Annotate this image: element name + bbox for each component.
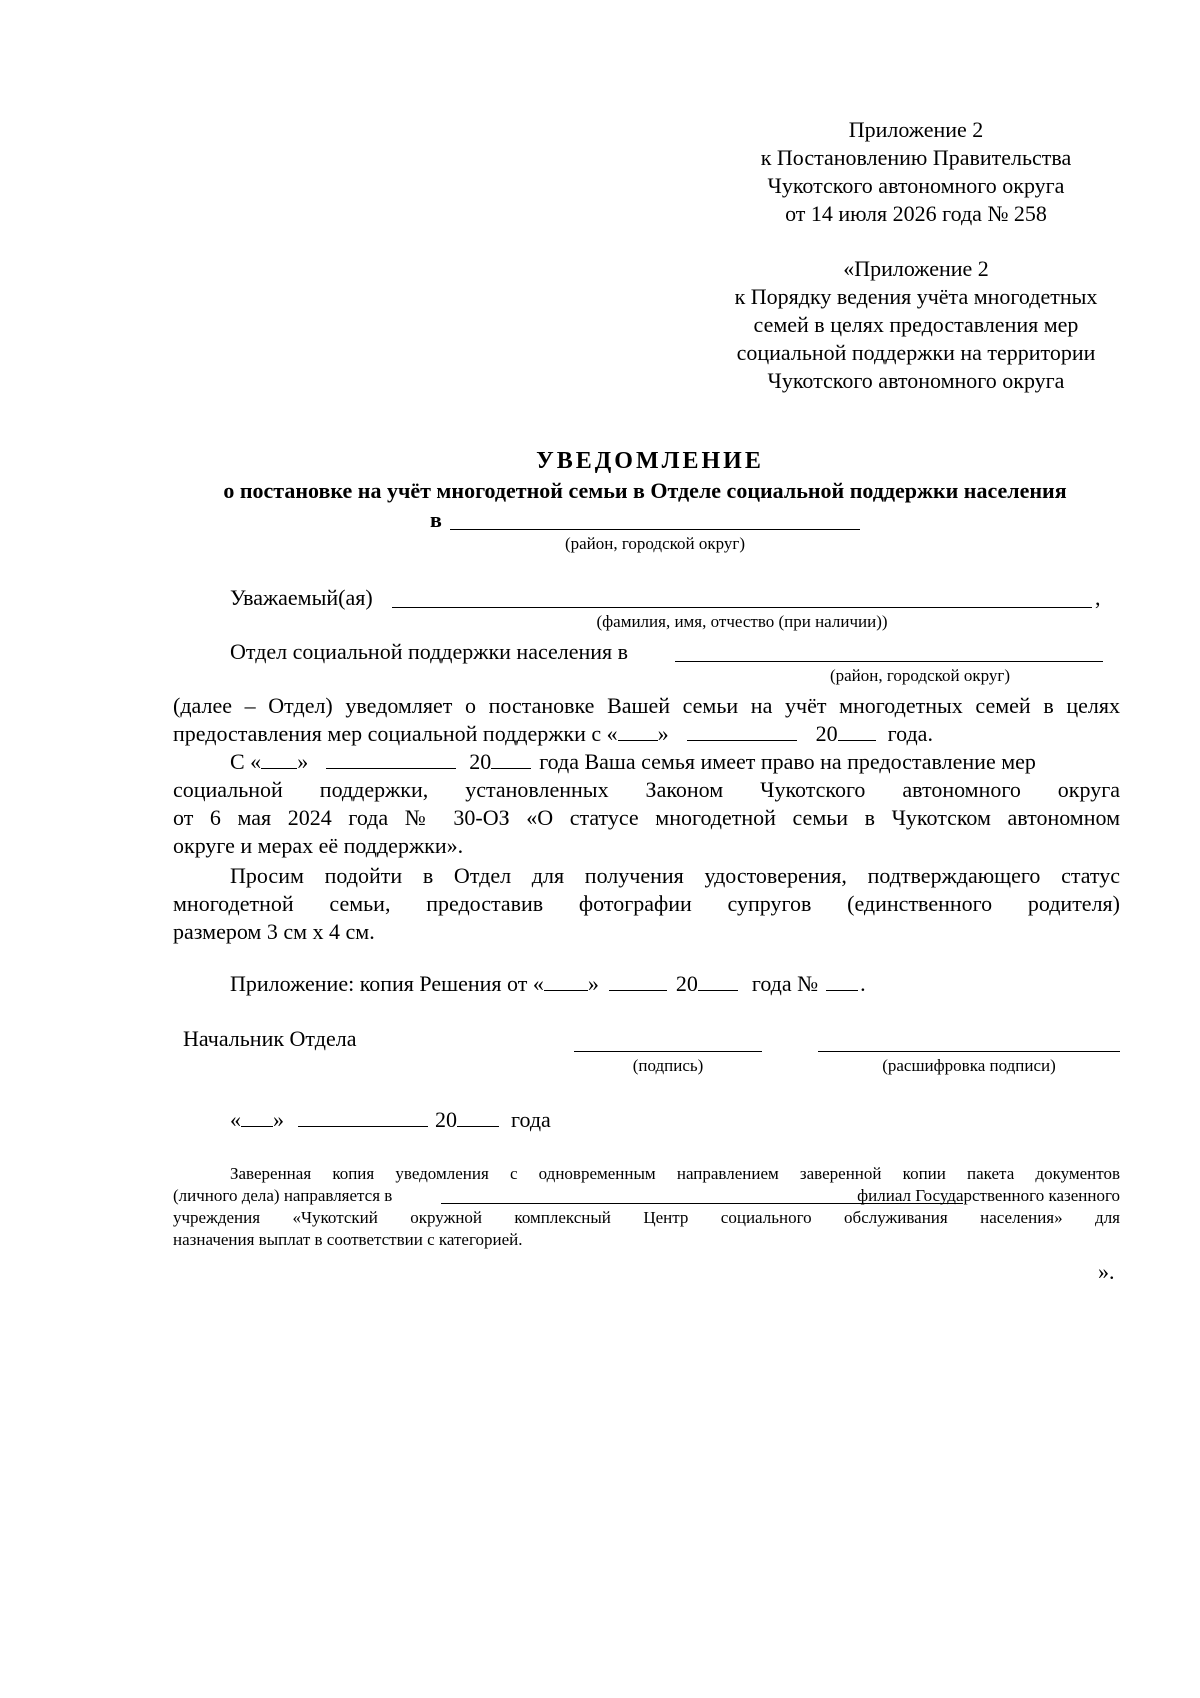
p1-year-blank <box>838 720 876 741</box>
district-blank <box>450 529 860 530</box>
p2-line1-c: 20 <box>469 749 492 774</box>
p2-line2: социальной поддержки, установленных Законом Чукотского автономного округа <box>173 777 1120 802</box>
p3-line3: размером 3 см х 4 см. <box>173 919 375 944</box>
closing-quote: ». <box>1098 1259 1115 1284</box>
header-to-decree: к Постановлению Правительства <box>760 145 1072 170</box>
district-caption: (район, городской округ) <box>564 534 746 553</box>
document-subtitle: о постановке на учёт многодетной семьи в Отделе социальной поддержки населения <box>223 478 1067 503</box>
date-a: « <box>230 1107 241 1132</box>
title-prep: в <box>430 507 442 532</box>
header2-line4: Чукотского автономного округа <box>767 368 1065 393</box>
attachment-number-blank <box>826 970 858 991</box>
note-line1: Заверенная копия уведомления с одновременным направлением заверенной копии пакета документов <box>230 1164 1120 1183</box>
note-line3: учреждения «Чукотский окружной комплексный Центр социального обслуживания населения» для <box>173 1208 1120 1227</box>
header-date-number: от 14 июля 2026 года № 258 <box>785 201 1047 226</box>
p1-line2-a: предоставления мер социальной поддержки с « <box>173 721 618 746</box>
date-c: 20 <box>435 1107 457 1132</box>
note-line2-a: (личного дела) направляется в <box>173 1186 393 1205</box>
header2-attachment: «Приложение 2 <box>843 256 989 281</box>
signature-caption: (подпись) <box>632 1056 704 1075</box>
attachment-d: года № <box>751 971 819 996</box>
p2-line3: от 6 мая 2024 года № 30-ОЗ «О статусе многодетной семьи в Чукотском автономном <box>173 805 1120 830</box>
p2-month-blank <box>326 748 456 769</box>
p2-line1-b: » <box>297 749 309 774</box>
attachment-e: . <box>860 971 866 996</box>
p1-line2-b: » <box>657 721 669 746</box>
dept-district-caption: (район, городской округ) <box>829 666 1011 685</box>
p1-line2-c: 20 <box>815 721 838 746</box>
note-line4: назначения выплат в соответствии с категорией. <box>173 1230 523 1249</box>
p2-line4: округе и мерах её поддержки». <box>173 833 464 858</box>
header-region: Чукотского автономного округа <box>767 173 1065 198</box>
p2-day-blank <box>261 748 297 769</box>
attachment-c: 20 <box>675 971 698 996</box>
attachment-month-blank <box>609 970 667 991</box>
p1-line2-d: года. <box>887 721 933 746</box>
date-day-blank <box>241 1106 273 1127</box>
head-of-department: Начальник Отдела <box>183 1026 357 1051</box>
header-attachment: Приложение 2 <box>848 117 984 142</box>
attachment-year-blank <box>698 970 738 991</box>
decode-blank <box>818 1051 1120 1052</box>
document-title: УВЕДОМЛЕНИЕ <box>536 448 764 474</box>
p2-line1 <box>230 748 1036 776</box>
decode-caption: (расшифровка подписи) <box>882 1056 1056 1075</box>
p2-line1-a: С « <box>230 749 262 774</box>
attachment-a: Приложение: копия Решения от « <box>230 971 544 996</box>
p1-line1: (далее – Отдел) уведомляет о постановке Вашей семьи на учёт многодетных семей в целях <box>173 693 1120 718</box>
fullname-blank <box>392 607 1092 608</box>
p3-line1: Просим подойти в Отдел для получения удостоверения, подтверждающего статус <box>230 863 1120 888</box>
dept-label: Отдел социальной поддержки населения в <box>230 639 629 664</box>
attachment-b: » <box>587 971 599 996</box>
greeting-label: Уважаемый(ая) <box>230 585 373 610</box>
attachment-line <box>230 970 866 998</box>
header2-line3: социальной поддержки на территории <box>736 340 1096 365</box>
signature-blank <box>574 1051 762 1052</box>
date-month-blank <box>298 1106 428 1127</box>
greeting-end: , <box>1095 585 1101 610</box>
header2-line1: к Порядку ведения учёта многодетных <box>734 284 1098 309</box>
note-line2-b: филиал Государственного казенного <box>857 1186 1120 1205</box>
p1-day-blank <box>618 720 658 741</box>
dept-district-blank <box>675 661 1103 662</box>
p1-line2 <box>173 720 933 748</box>
date-line <box>230 1106 551 1134</box>
date-b: » <box>273 1107 284 1132</box>
attachment-day-blank <box>544 970 588 991</box>
fullname-caption: (фамилия, имя, отчество (при наличии)) <box>596 612 888 631</box>
p1-month-blank <box>687 720 797 741</box>
header2-line2: семей в целях предоставления мер <box>753 312 1079 337</box>
date-year-blank <box>457 1106 499 1127</box>
p2-year-blank <box>491 748 531 769</box>
date-d: года <box>511 1107 551 1132</box>
note-line2 <box>173 1185 1120 1207</box>
p3-line2: многодетной семьи, предоставив фотографии супругов (единственного родителя) <box>173 891 1120 916</box>
p2-line1-d: года Ваша семья имеет право на предоставление мер <box>539 749 1036 774</box>
